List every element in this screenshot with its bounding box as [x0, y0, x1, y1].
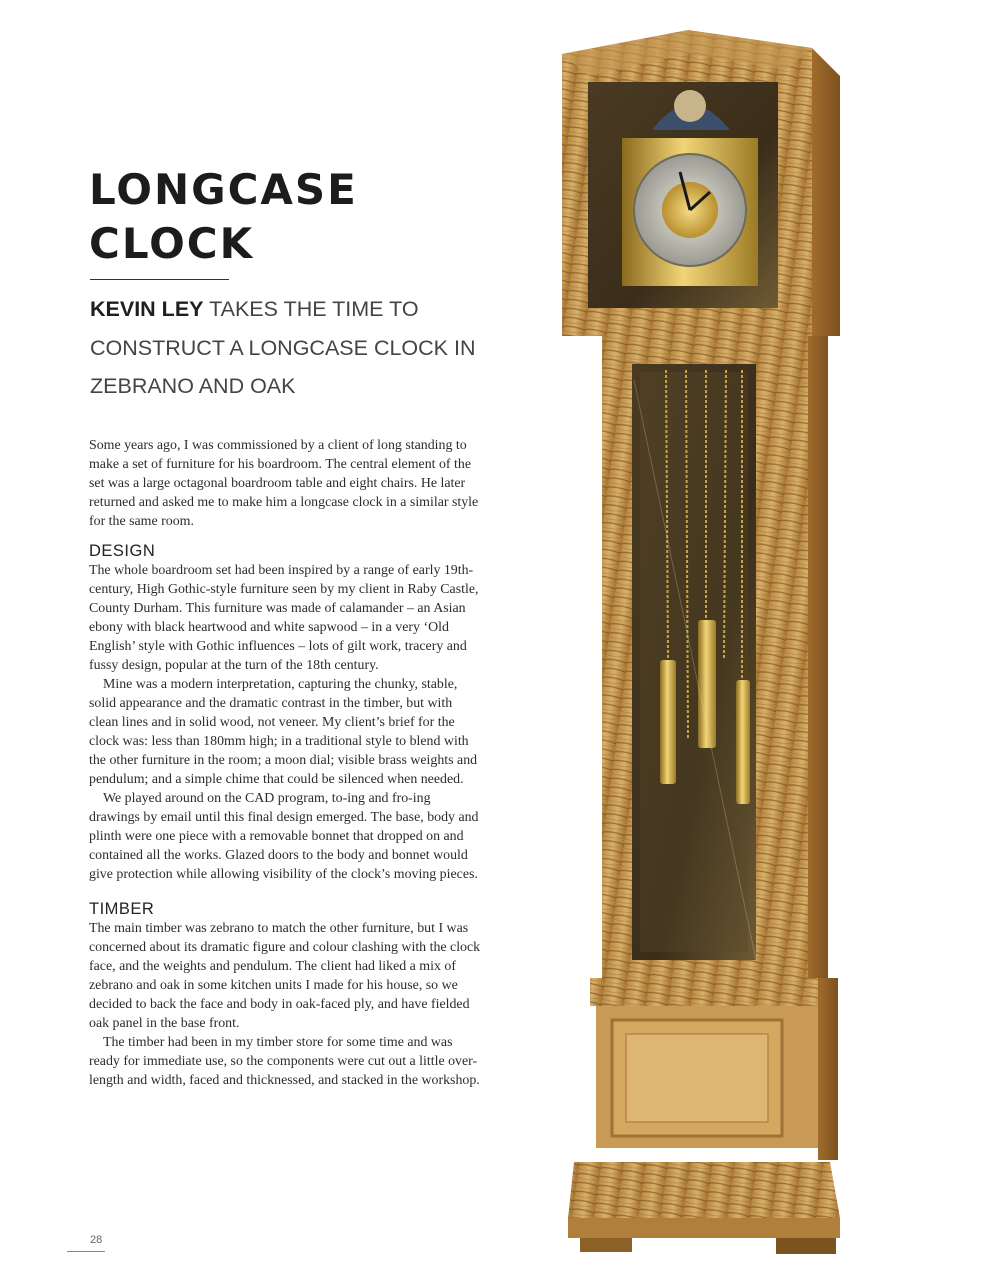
title-line-2: CLOCK: [89, 219, 255, 268]
page-number: 28: [90, 1234, 103, 1246]
design-paragraph-3: We played around on the CAD program, to-ing and fro-ing drawings by email until this final design emerged. The base, body and plinth were one piece with a removable bonnet that dropped on and contained all the works. Glazed doors to the body and bonnet would give protection while allowing visibility of the clock’s moving pieces.: [89, 791, 479, 882]
design-heading: DESIGN: [89, 542, 156, 560]
timber-paragraph-2: The timber had been in my timber store for some time and was ready for immediate use, so the components were cut out a little over-length and width, faced and thicknessed, and stacked in the workshop.: [89, 1035, 480, 1088]
timber-heading: TIMBER: [89, 900, 155, 918]
intro-paragraph: Some years ago, I was commissioned by a client of long standing to make a set of furniture for his boardroom. The central element of the set was a large octagonal boardroom table and eight chairs. He later returned and asked me to make him a longcase clock in a similar style for the same room.: [89, 438, 479, 529]
standfirst: [90, 290, 510, 406]
author-name: KEVIN LEY: [90, 297, 204, 321]
timber-paragraph-1: The main timber was zebrano to match the other furniture, but I was concerned about its dramatic figure and colour clashing with the clock face, and the weights and pendulum. The client had liked a mix of zebrano and oak in some kitchen units I made for his house, so we decided to back the face and body in oak-faced ply, and have fielded oak panel in the base front.: [89, 921, 481, 1031]
design-paragraph-2: Mine was a modern interpretation, capturing the chunky, stable, solid appearance and the dramatic contrast in the timber, but with clean lines and in solid wood, not veneer. My client’s brief for the clock was: less than 180mm high; in a traditional style to blend with the other furniture in the room; a moon dial; visible brass weights and pendulum; and a simple chime that could be silenced when needed.: [89, 677, 478, 787]
design-paragraph-1: The whole boardroom set had been inspired by a range of early 19th-century, High Gothic-style furniture seen by my client in Raby Castle, County Durham. This furniture was made of calamander – an Asian ebony with black heartwood and white sapwood – in a very ‘Old English’ style with Gothic influences – lots of gilt work, tracery and fussy design, popular at the turn of the 18th century.: [89, 563, 479, 673]
article-title: [89, 163, 358, 271]
title-underline: [90, 279, 229, 280]
page-number-rule: [67, 1251, 105, 1252]
article-body: [89, 436, 481, 1090]
longcase-clock-photo: [540, 20, 860, 1270]
title-line-1: LONGCASE: [89, 165, 358, 214]
standfirst-text: TAKES THE TIME TO CONSTRUCT A LONGCASE CLOCK IN ZEBRANO AND OAK: [90, 297, 476, 398]
